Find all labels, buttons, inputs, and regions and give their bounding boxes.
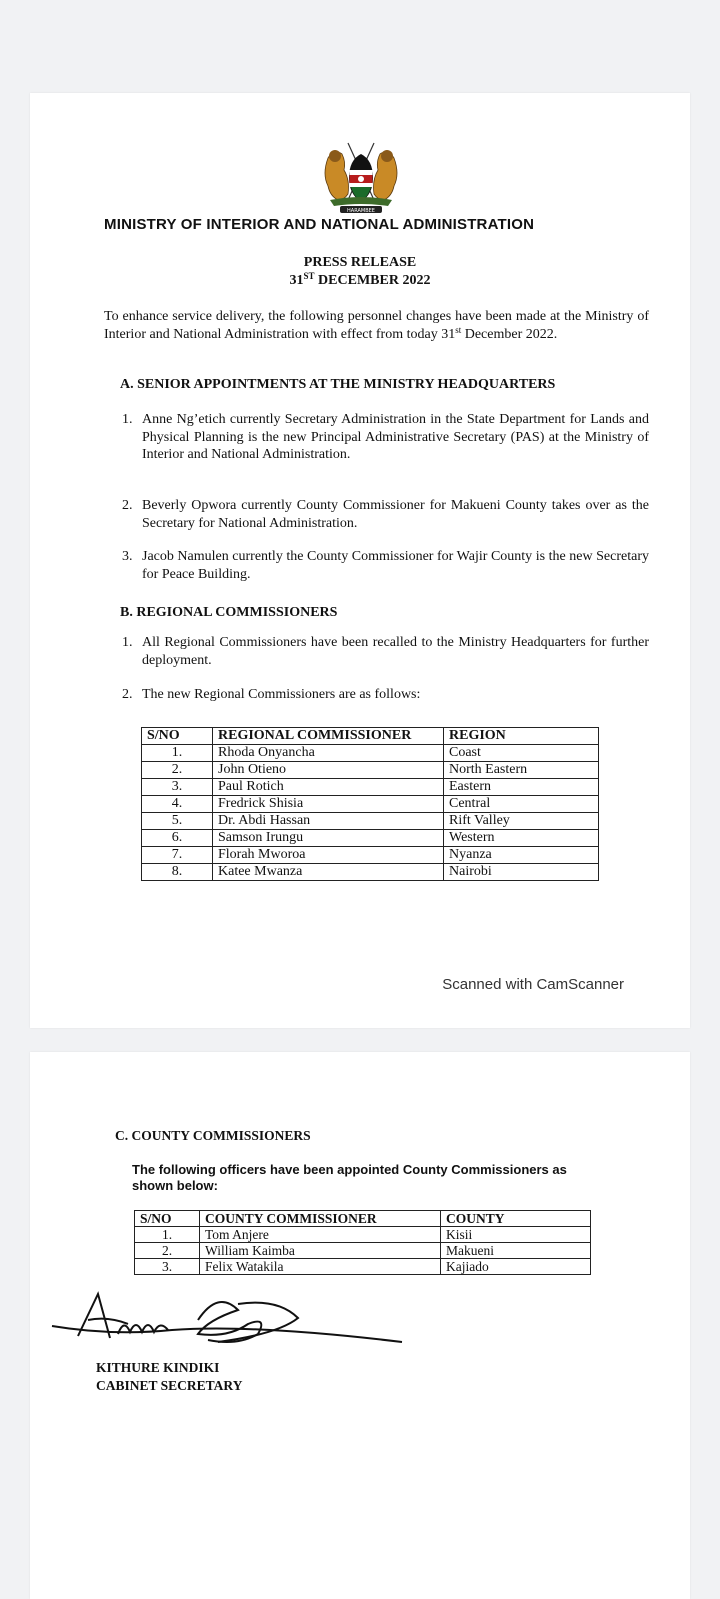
table-cell: Katee Mwanza <box>213 864 444 881</box>
emblem-motto: HARAMBEE <box>347 208 375 214</box>
kenya-coat-of-arms-icon <box>320 138 402 216</box>
table-row <box>135 1243 591 1259</box>
list-item: 3. Jacob Namulen currently the County Commissioner for Wajir County is the new Secretary for Peace Building. <box>122 549 649 582</box>
table-cell: William Kaimba <box>200 1243 441 1259</box>
regional-commissioners-table <box>141 727 599 881</box>
press-release-date: 31ST DECEMBER 2022 <box>289 271 431 288</box>
table-row <box>142 864 599 881</box>
list-item: 1. All Regional Commissioners have been recalled to the Ministry Headquarters for further deployment. <box>122 635 649 668</box>
table-row <box>142 762 599 779</box>
county-commissioners-table <box>134 1210 591 1275</box>
table-cell: Nyanza <box>444 847 599 864</box>
table-cell: 1. <box>135 1227 200 1243</box>
table-cell: Central <box>444 796 599 813</box>
table-cell: 3. <box>142 779 213 796</box>
list-item: 2. The new Regional Commissioners are as follows: <box>122 687 421 702</box>
column-header: REGIONAL COMMISSIONER <box>213 728 444 745</box>
column-header: REGION <box>444 728 599 745</box>
table-cell: Rhoda Onyancha <box>213 745 444 762</box>
table-cell: Felix Watakila <box>200 1259 441 1275</box>
document-page-2 <box>30 1052 690 1599</box>
table-row <box>142 796 599 813</box>
table-cell: Dr. Abdi Hassan <box>213 813 444 830</box>
table-cell: Samson Irungu <box>213 830 444 847</box>
table-cell: Rift Valley <box>444 813 599 830</box>
table-header-row <box>135 1211 591 1227</box>
ministry-title: MINISTRY OF INTERIOR AND NATIONAL ADMINISTRATION <box>104 216 535 233</box>
table-cell: 5. <box>142 813 213 830</box>
table-row <box>142 830 599 847</box>
section-a-heading: A. SENIOR APPOINTMENTS AT THE MINISTRY HEADQUARTERS <box>120 377 556 392</box>
column-header: COUNTY <box>441 1211 591 1227</box>
table-cell: Fredrick Shisia <box>213 796 444 813</box>
column-header: COUNTY COMMISSIONER <box>200 1211 441 1227</box>
signature-image <box>48 1290 418 1370</box>
table-header-row <box>142 728 599 745</box>
table-row <box>142 847 599 864</box>
camscanner-watermark: Scanned with CamScanner <box>442 976 624 993</box>
table-row <box>135 1227 591 1243</box>
table-cell: Kajiado <box>441 1259 591 1275</box>
section-c-intro: The following officers have been appointed County Commissioners as shown below: <box>132 1162 567 1193</box>
press-release-title: PRESS RELEASE <box>303 255 417 270</box>
table-cell: North Eastern <box>444 762 599 779</box>
table-row <box>135 1259 591 1275</box>
section-b-heading: B. REGIONAL COMMISSIONERS <box>120 605 338 620</box>
table-cell: Western <box>444 830 599 847</box>
list-item: 2. Beverly Opwora currently County Commissioner for Makueni County takes over as the Secretary for National Administration. <box>122 498 649 531</box>
section-c-heading: C. COUNTY COMMISSIONERS <box>115 1128 311 1143</box>
signatory-title: CABINET SECRETARY <box>96 1378 243 1393</box>
table-cell: 1. <box>142 745 213 762</box>
column-header: S/NO <box>142 728 213 745</box>
table-cell: Florah Mworoa <box>213 847 444 864</box>
table-row <box>142 779 599 796</box>
table-cell: 7. <box>142 847 213 864</box>
table-cell: 8. <box>142 864 213 881</box>
table-cell: Eastern <box>444 779 599 796</box>
document-page-1 <box>30 93 690 1028</box>
table-cell: Paul Rotich <box>213 779 444 796</box>
table-cell: 3. <box>135 1259 200 1275</box>
column-header: S/NO <box>135 1211 200 1227</box>
table-cell: John Otieno <box>213 762 444 779</box>
table-cell: 6. <box>142 830 213 847</box>
table-cell: Coast <box>444 745 599 762</box>
intro-paragraph: To enhance service delivery, the following personnel changes have been made at the Ministry of Interior and National Administration with effect from today 31st December 2022. <box>104 309 649 342</box>
table-row <box>142 745 599 762</box>
table-cell: Makueni <box>441 1243 591 1259</box>
table-cell: Nairobi <box>444 864 599 881</box>
signatory-name: KITHURE KINDIKI <box>96 1360 220 1375</box>
table-cell: 2. <box>142 762 213 779</box>
table-cell: 4. <box>142 796 213 813</box>
list-item: 1. Anne Ng’etich currently Secretary Administration in the State Department for Lands and Physical Planning is the new Principal Administrative Secretary (PAS) at the Ministry of Interior and National Administration. <box>122 412 649 462</box>
table-cell: 2. <box>135 1243 200 1259</box>
table-row <box>142 813 599 830</box>
table-cell: Tom Anjere <box>200 1227 441 1243</box>
table-cell: Kisii <box>441 1227 591 1243</box>
